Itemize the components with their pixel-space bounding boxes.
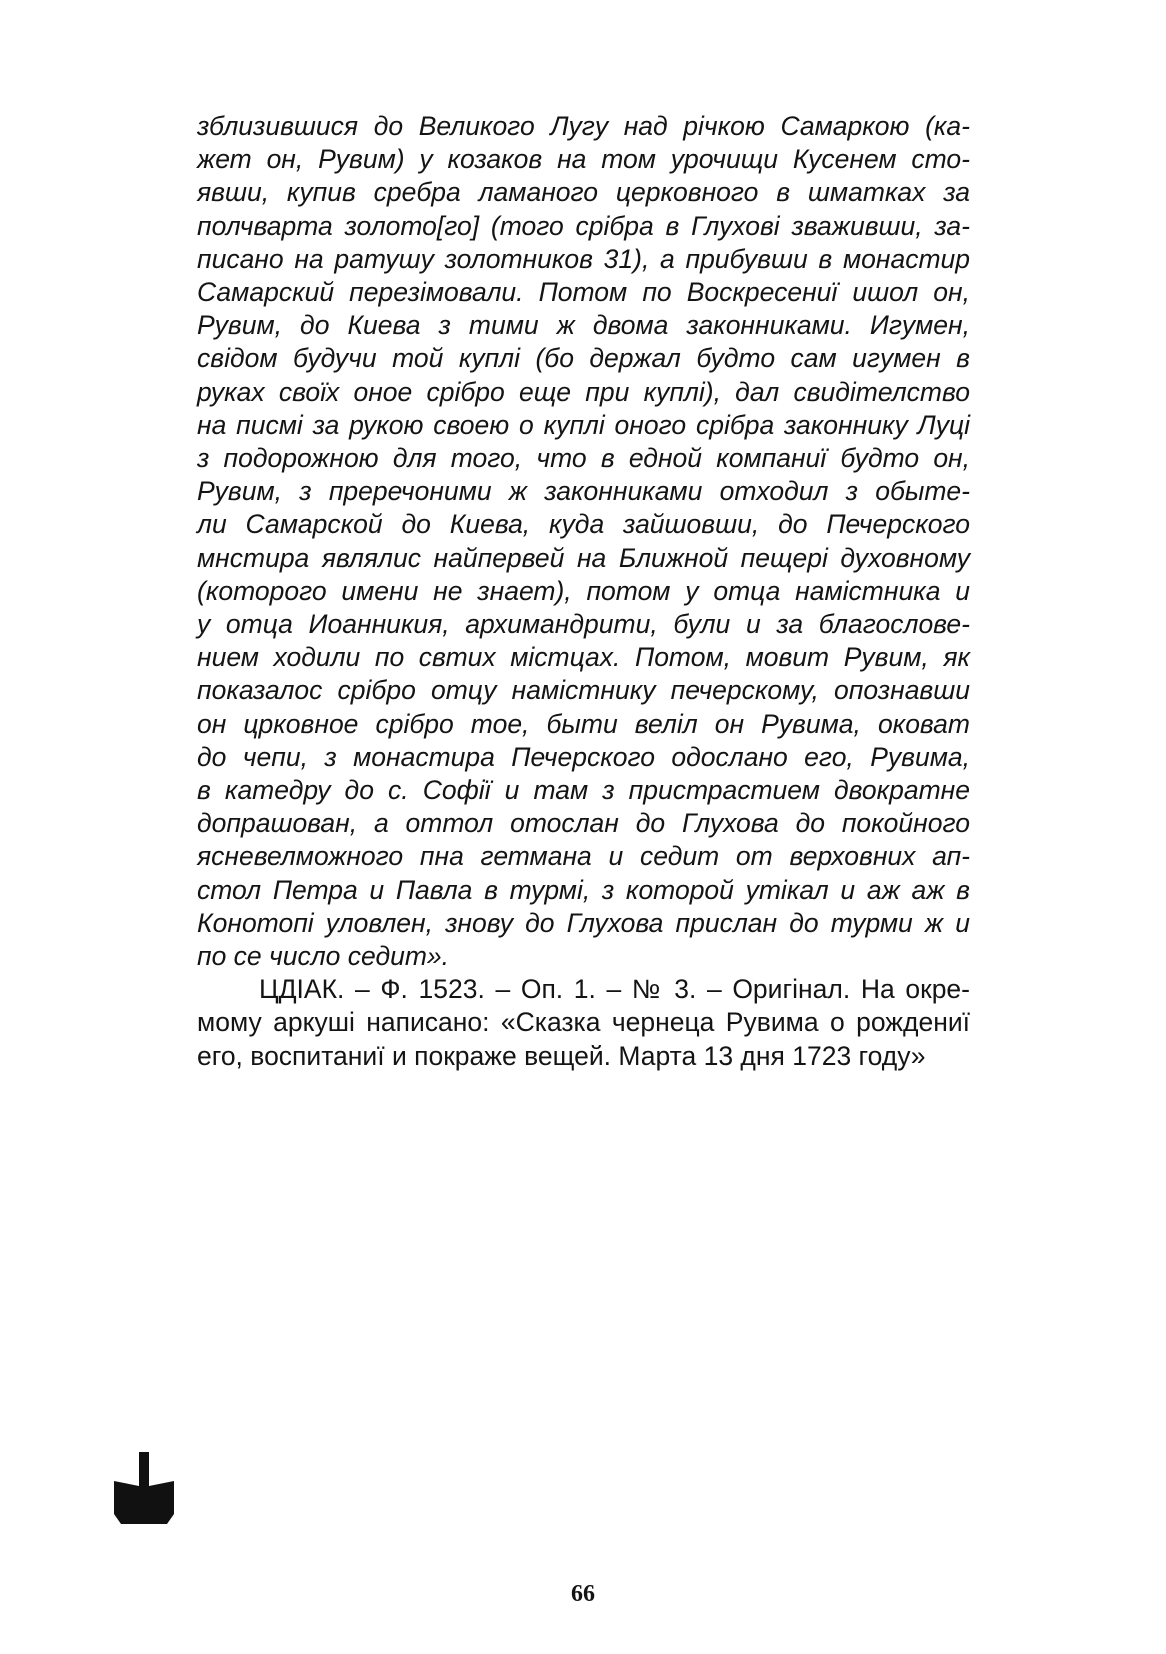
testimony-quote [197,110,970,973]
text-line: явши, купив сребра ламаного церковного в шматках за [197,177,970,208]
text-line: нием ходили по свтих містцах. Потом, мовит Рувим, як [197,642,970,673]
text-line: мому аркуші написано: «Сказка чернеца Рувима о рождениї [197,1007,970,1038]
text-line: его, воспитаниї и покраже вещей. Марта 13 дня 1723 году» [197,1040,926,1071]
text-line: допрашован, а оттол отослан до Глухова до покойного [197,808,970,839]
text-line: Конотопі уловлен, знову до Глухова прислан до турми ж и [197,907,970,938]
text-line: ли Самарской до Киева, куда зайшовши, до Печерского [197,509,970,540]
text-line: Самарский перезімовали. Потом по Воскресениї ишол он, [197,277,970,308]
text-line: в катедру до с. Софії и там з пристрастием двократне [197,775,970,806]
text-line: свідом будучи той куплі (бо держал будто сам игумен в [197,343,970,374]
text-line: руках своїх оное срібро еще при куплі), дал свидітелство [197,376,970,407]
text-line: Рувим, з преречоними ж законниками отходил з обыте- [197,476,970,507]
text-line: писано на ратушу золотников 31), а прибувши в монастир [197,243,970,274]
text-line: показалос срібро отцу намістнику печерскому, опознавши [197,675,970,706]
text-line: до чепи, з монастира Печерского одослано его, Рувима, [197,741,970,772]
archival-source-note [197,973,970,1073]
text-line: у отца Иоанникия, архимандрити, були и за благослове- [197,609,970,640]
text-line: он црковное срібро тое, быти веліл он Рувима, оковат [197,708,970,739]
text-line: ясневелможного пна гетмана и седит от верховних ап- [197,841,970,872]
text-line: зблизившися до Великого Лугу над річкою Самаркою (ка- [197,111,970,141]
text-line: ЦДІАК. – Ф. 1523. – Оп. 1. – № 3. – Оригінал. На окре- [259,974,970,1005]
publisher-logo-icon [114,1452,174,1524]
text-line: полчварта золото[го] (того срібра в Глухові зваживши, за- [197,210,970,241]
text-line: на писмі за рукою своею о куплі оного срібра законнику Луці [197,409,970,440]
text-line: Рувим, до Киева з тими ж двома законниками. Игумен, [197,310,970,341]
page-number: 66 [571,1581,595,1607]
text-line: по се число седит». [197,941,450,972]
text-line: мнстира являлис найпервей на Ближной пещері духовному [197,542,970,573]
text-line: (которого имени не знает), потом у отца намістника и [197,575,970,606]
body-text [197,110,970,1073]
text-line: стол Петра и Павла в турмі, з которой утікал и аж аж в [197,874,970,905]
text-line: з подорожною для того, что в едной компаниї будто он, [197,443,970,474]
text-line: жет он, Рувим) у козаков на том урочищи Кусенем сто- [197,144,970,175]
